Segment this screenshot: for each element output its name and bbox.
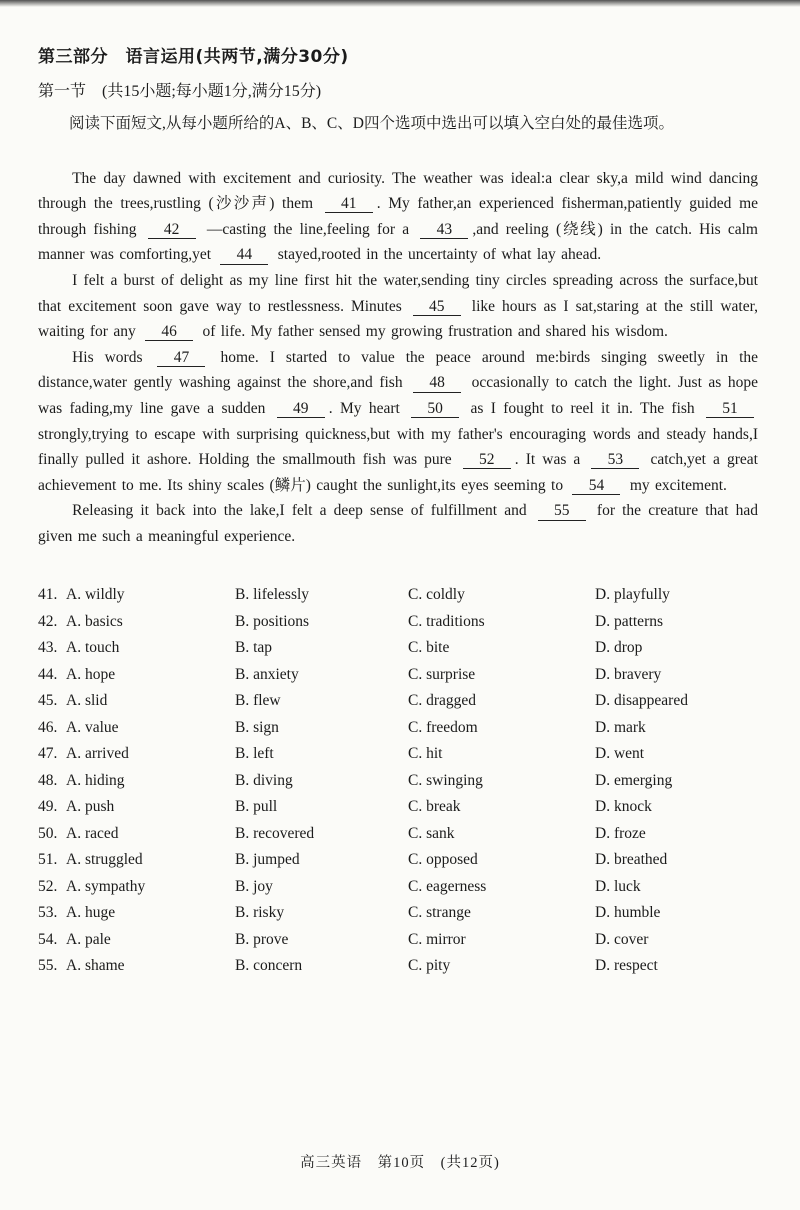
option-b: B. tap: [235, 639, 273, 657]
option-c: C. strange: [408, 904, 471, 922]
option-b: B. diving: [235, 771, 293, 789]
cloze-blank-42: 42: [148, 222, 196, 239]
option-row-46: [38, 715, 758, 742]
option-row-51: [38, 847, 758, 874]
option-c: C. mirror: [408, 930, 466, 948]
option-a: A. basics: [66, 612, 123, 630]
passage: [38, 166, 758, 550]
option-b: B. anxiety: [235, 665, 299, 683]
part-title: 第三部分 语言运用(共两节,满分30分): [38, 47, 349, 67]
option-row-42: [38, 609, 758, 636]
option-a: A. struggled: [66, 851, 143, 869]
option-b: B. prove: [235, 930, 289, 948]
option-number: 45.: [38, 692, 58, 710]
option-number: 48.: [38, 771, 58, 789]
option-c: C. sank: [408, 824, 455, 842]
option-number: 51.: [38, 851, 58, 869]
option-d: D. went: [595, 745, 645, 763]
option-c: C. swinging: [408, 771, 483, 789]
option-c: C. bite: [408, 639, 450, 657]
option-d: D. respect: [595, 957, 658, 975]
option-c: C. opposed: [408, 851, 478, 869]
option-number: 55.: [38, 957, 58, 975]
option-row-41: [38, 582, 758, 609]
option-a: A. hiding: [66, 771, 125, 789]
option-number: 52.: [38, 877, 58, 895]
option-d: D. froze: [595, 824, 646, 842]
option-row-55: [38, 953, 758, 980]
option-a: A. wildly: [66, 586, 125, 604]
cloze-blank-49: 49: [277, 401, 325, 418]
cloze-blank-53: 53: [591, 452, 639, 469]
passage-paragraph: I felt a burst of delight as my line first hit the water,sending tiny circles spreading across the surface,but that excitement soon gave way to restlessness. Minutes 45 like hours as I sat,staring at the still water, waiting for any 46 of life. My father sensed my growing frustration and shared his wisdom.: [38, 271, 758, 341]
option-d: D. knock: [595, 798, 652, 816]
option-b: B. risky: [235, 904, 285, 922]
option-row-52: [38, 874, 758, 901]
option-row-47: [38, 741, 758, 768]
option-row-53: [38, 900, 758, 927]
option-c: C. hit: [408, 745, 443, 763]
option-c: C. freedom: [408, 718, 478, 736]
option-c: C. coldly: [408, 586, 465, 604]
passage-paragraph: The day dawned with excitement and curiosity. The weather was ideal:a clear sky,a mild wind dancing through the trees,rustling (沙沙声) them 41 . My father,an experienced fisherman,patiently guided me through fishing 42 —casting the line,feeling for a 43 ,and reeling (绕线) in the catch. His calm manner was comforting,yet 44 stayed,rooted in the uncertainty of what lay ahead.: [38, 169, 758, 264]
passage-paragraph: Releasing it back into the lake,I felt a deep sense of fulfillment and 55 for the creature that had given me such a meaningful experience.: [38, 502, 758, 545]
option-d: D. humble: [595, 904, 661, 922]
option-c: C. surprise: [408, 665, 476, 683]
option-d: D. mark: [595, 718, 646, 736]
option-number: 47.: [38, 745, 58, 763]
passage-paragraph: His words 47 home. I started to value the peace around me:birds singing sweetly in the distance,water gently washing against the shore,and fish 48 occasionally to catch the light. Just as hope was fading,my line gave a sudden 49 . My heart 50 as I fought to reel it in. The fish 51 strongly,trying to escape with surprising quickness,but with my father's encouraging words and steady hands,I finally pulled it ashore. Holding the smallmouth fish was pure 52 . It was a 53 catch,yet a great achievement to me. Its shiny scales (鳞片) caught the sunlight,its eyes seeming to 54 my excitement.: [38, 348, 759, 494]
option-number: 42.: [38, 612, 58, 630]
option-d: D. breathed: [595, 851, 668, 869]
option-number: 43.: [38, 639, 58, 657]
cloze-blank-52: 52: [463, 452, 511, 469]
option-d: D. disappeared: [595, 692, 688, 710]
option-a: A. push: [66, 798, 115, 816]
option-d: D. patterns: [595, 612, 664, 630]
option-row-44: [38, 662, 758, 689]
cloze-blank-43: 43: [420, 222, 468, 239]
cloze-blank-47: 47: [157, 350, 205, 367]
option-d: D. playfully: [595, 586, 670, 604]
option-a: A. hope: [66, 665, 116, 683]
option-b: B. sign: [235, 718, 279, 736]
section-title: 第一节 (共15小题;每小题1分,满分15分): [38, 82, 322, 100]
cloze-blank-46: 46: [145, 324, 193, 341]
option-number: 50.: [38, 824, 58, 842]
option-a: A. touch: [66, 639, 120, 657]
option-d: D. emerging: [595, 771, 673, 789]
option-c: C. eagerness: [408, 877, 487, 895]
cloze-blank-45: 45: [413, 299, 461, 316]
option-a: A. raced: [66, 824, 119, 842]
option-a: A. slid: [66, 692, 108, 710]
option-a: A. arrived: [66, 745, 129, 763]
option-b: B. pull: [235, 798, 278, 816]
option-a: A. shame: [66, 957, 125, 975]
option-b: B. recovered: [235, 824, 315, 842]
cloze-blank-41: 41: [325, 196, 373, 213]
option-number: 41.: [38, 586, 58, 604]
option-b: B. jumped: [235, 851, 300, 869]
option-row-49: [38, 794, 758, 821]
option-d: D. drop: [595, 639, 643, 657]
option-b: B. positions: [235, 612, 310, 630]
option-a: A. value: [66, 718, 119, 736]
option-b: B. flew: [235, 692, 281, 710]
option-c: C. break: [408, 798, 461, 816]
option-row-45: [38, 688, 758, 715]
option-b: B. concern: [235, 957, 303, 975]
option-b: B. left: [235, 745, 274, 763]
option-row-54: [38, 927, 758, 954]
cloze-blank-44: 44: [220, 247, 268, 264]
cloze-blank-48: 48: [413, 375, 461, 392]
option-d: D. cover: [595, 930, 649, 948]
option-b: B. joy: [235, 877, 273, 895]
option-number: 44.: [38, 665, 58, 683]
instructions: 阅读下面短文,从每小题所给的A、B、C、D四个选项中选出可以填入空白处的最佳选项。: [69, 115, 674, 133]
options-table: [38, 582, 758, 980]
option-c: C. pity: [408, 957, 451, 975]
page-footer: 高三英语 第10页 (共12页): [300, 1155, 500, 1171]
option-number: 49.: [38, 798, 58, 816]
cloze-blank-50: 50: [411, 401, 459, 418]
option-row-50: [38, 821, 758, 848]
option-c: C. dragged: [408, 692, 477, 710]
cloze-blank-54: 54: [572, 478, 620, 495]
option-row-43: [38, 635, 758, 662]
option-number: 46.: [38, 718, 58, 736]
option-row-48: [38, 768, 758, 795]
option-d: D. luck: [595, 877, 641, 895]
option-c: C. traditions: [408, 612, 485, 630]
option-a: A. huge: [66, 904, 116, 922]
option-a: A. sympathy: [66, 877, 146, 895]
cloze-blank-55: 55: [538, 503, 586, 520]
option-d: D. bravery: [595, 665, 662, 683]
cloze-blank-51: 51: [706, 401, 754, 418]
option-a: A. pale: [66, 930, 111, 948]
option-number: 54.: [38, 930, 58, 948]
option-b: B. lifelessly: [235, 586, 310, 604]
option-number: 53.: [38, 904, 58, 922]
